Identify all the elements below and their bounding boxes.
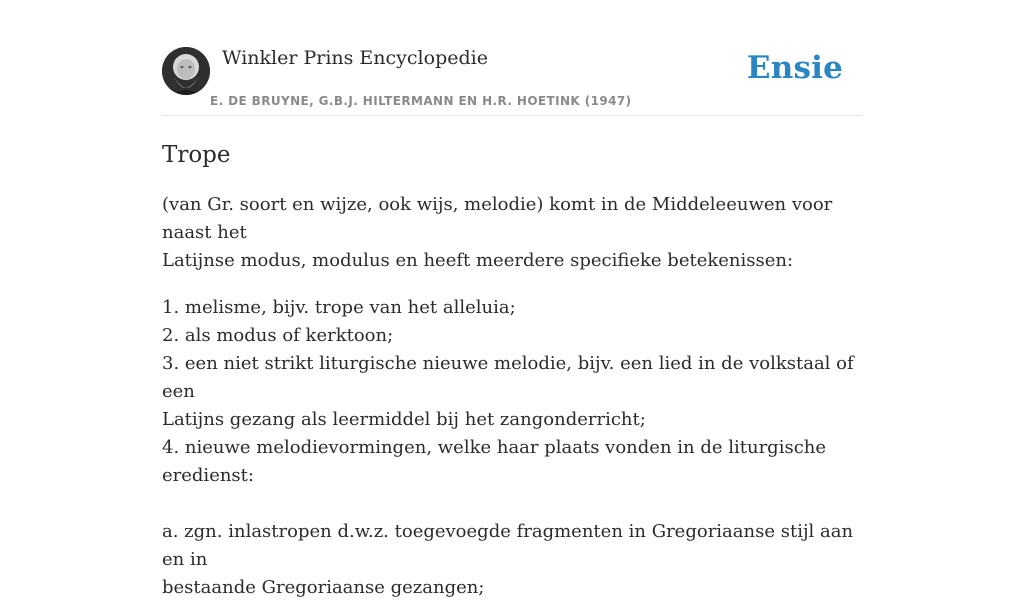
sub-item: a. zgn. inlastropen d.w.z. toegevoegde fragmenten in Gregoriaanse stijl aan en in [162,521,854,570]
avatar[interactable] [162,47,210,95]
definition-list [162,294,862,490]
article-title: Trope [162,142,231,168]
intro-line: Latijnse modus, modulus en heeft meerdere specifieke betekenissen: [162,250,794,271]
intro-line: (van Gr. soort en wijze, ook wijs, melodie) komt in de Middeleeuwen voor naast het [162,194,833,243]
sub-item: bestaande Gregoriaanse gezangen; [162,577,485,598]
list-item: 3. een niet strikt liturgische nieuwe melodie, bijv. een lied in de volkstaal of een [162,353,854,402]
list-item: 2. als modus of kerktoon; [162,325,394,346]
site-title[interactable]: Winkler Prins Encyclopedie [222,47,488,69]
list-item: 4. nieuwe melodievormingen, welke haar plaats vonden in de liturgische eredienst: [162,437,827,486]
intro-paragraph [162,191,862,275]
list-item: Latijns gezang als leermiddel bij het zangonderricht; [162,409,646,430]
list-item: 1. melisme, bijv. trope van het alleluia; [162,297,516,318]
header [162,0,862,116]
authors-credit: E. DE BRUYNE, G.B.J. HILTERMANN EN H.R. HOETINK (1947) [210,94,632,108]
sub-item-paragraph [162,518,862,602]
author-portrait-icon [162,47,210,95]
brand-logo[interactable]: Ensie [746,50,843,86]
article-body [162,191,862,602]
